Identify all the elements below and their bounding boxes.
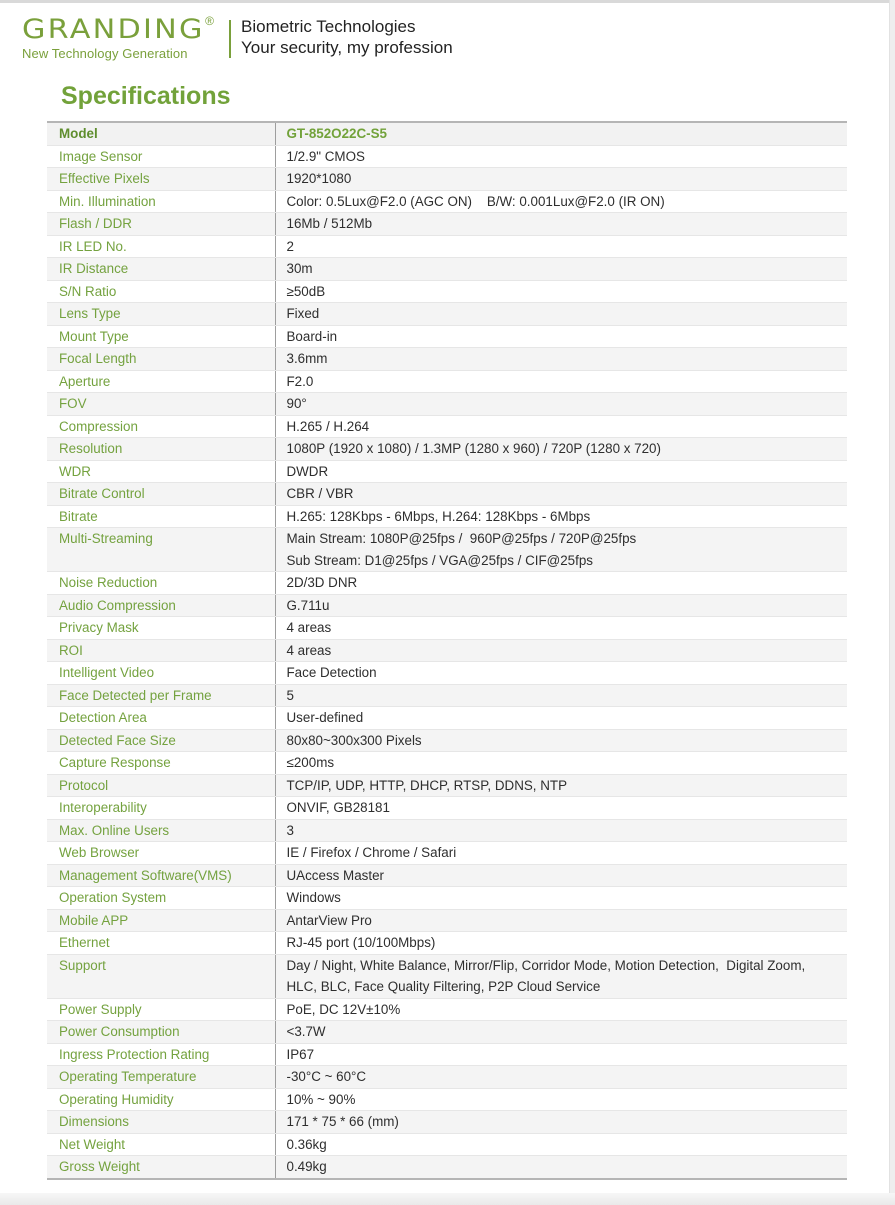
spec-value: UAccess Master [275,864,847,887]
spec-label: Face Detected per Frame [47,684,275,707]
spec-value: Face Detection [275,662,847,685]
table-row [47,235,847,258]
table-row [47,819,847,842]
table-row [47,348,847,371]
spec-label: Flash / DDR [47,213,275,236]
spec-value: IE / Firefox / Chrome / Safari [275,842,847,865]
spec-value-line: Day / Night, White Balance, Mirror/Flip, Corridor Mode, Motion Detection, Digital Zoom, [286,957,806,973]
spec-label: ROI [47,639,275,662]
table-row [47,1066,847,1089]
spec-label: Intelligent Video [47,662,275,685]
spec-value: User-defined [275,707,847,730]
table-row [47,1043,847,1066]
table-row [47,1133,847,1156]
spec-label: Compression [47,415,275,438]
spec-value: 1/2.9" CMOS [275,145,847,168]
spec-label: WDR [47,460,275,483]
spec-label: Bitrate [47,505,275,528]
spec-label: Noise Reduction [47,572,275,595]
table-row [47,280,847,303]
spec-value: 2 [275,235,847,258]
table-row [47,887,847,910]
table-row [47,909,847,932]
table-row [47,998,847,1021]
table-row [47,505,847,528]
tagline [241,16,453,58]
spec-label: Audio Compression [47,594,275,617]
table-row [47,393,847,416]
table-row [47,483,847,506]
spec-value: 4 areas [275,639,847,662]
spec-label: Lens Type [47,303,275,326]
spec-value: 30m [275,258,847,281]
spec-value: ≤200ms [275,752,847,775]
spec-label: Management Software(VMS) [47,864,275,887]
registered-mark: ® [205,14,214,28]
table-row [47,729,847,752]
table-row [47,1088,847,1111]
table-row [47,594,847,617]
spec-value: IP67 [275,1043,847,1066]
spec-value-line: HLC, BLC, Face Quality Filtering, P2P Cloud Service [286,979,601,994]
spec-label: FOV [47,393,275,416]
spec-value: 171 * 75 * 66 (mm) [275,1111,847,1134]
spec-value: 0.36kg [275,1133,847,1156]
spec-value: 4 areas [275,617,847,640]
table-row [47,639,847,662]
spec-label: Power Consumption [47,1021,275,1044]
spec-label: Gross Weight [47,1156,275,1179]
spec-label: Ethernet [47,932,275,955]
table-row [47,752,847,775]
table-row [47,662,847,685]
spec-value [275,954,847,998]
spec-label: S/N Ratio [47,280,275,303]
spec-value: -30°C ~ 60°C [275,1066,847,1089]
spec-label: Bitrate Control [47,483,275,506]
table-row [47,1156,847,1179]
table-row [47,528,847,572]
table-header-row [47,122,847,145]
spec-value: H.265 / H.264 [275,415,847,438]
spec-value: F2.0 [275,370,847,393]
table-row [47,213,847,236]
table-row [47,460,847,483]
spec-value: Windows [275,887,847,910]
spec-label: Resolution [47,438,275,461]
spec-label: Multi-Streaming [47,528,275,572]
spec-label: Support [47,954,275,998]
table-row [47,842,847,865]
spec-label: IR LED No. [47,235,275,258]
table-row [47,864,847,887]
table-row [47,797,847,820]
spec-label: Dimensions [47,1111,275,1134]
header-divider [229,20,231,58]
brand-subtitle: New Technology Generation [22,46,188,61]
spec-value: ONVIF, GB28181 [275,797,847,820]
table-row [47,258,847,281]
spec-label: Interoperability [47,797,275,820]
page-bottom-edge [0,1193,895,1205]
table-row [47,303,847,326]
table-row [47,954,847,998]
spec-label: Image Sensor [47,145,275,168]
spec-label: IR Distance [47,258,275,281]
spec-label: Max. Online Users [47,819,275,842]
spec-value: H.265: 128Kbps - 6Mbps, H.264: 128Kbps - 6Mbps [275,505,847,528]
spec-value: 10% ~ 90% [275,1088,847,1111]
granding-logo [22,16,224,61]
spec-label: Operating Humidity [47,1088,275,1111]
spec-label: Capture Response [47,752,275,775]
spec-value: 0.49kg [275,1156,847,1179]
table-row [47,707,847,730]
spec-value: RJ-45 port (10/100Mbps) [275,932,847,955]
spec-value: 1080P (1920 x 1080) / 1.3MP (1280 x 960) / 720P (1280 x 720) [275,438,847,461]
spec-value: G.711u [275,594,847,617]
table-row [47,932,847,955]
spec-label: Privacy Mask [47,617,275,640]
spec-value [275,528,847,572]
spec-label: Net Weight [47,1133,275,1156]
table-row [47,325,847,348]
spec-label: Detection Area [47,707,275,730]
spec-value: Color: 0.5Lux@F2.0 (AGC ON) B/W: 0.001Lux@F2.0 (IR ON) [275,190,847,213]
table-row [47,145,847,168]
table-row [47,684,847,707]
spec-label: Mount Type [47,325,275,348]
spec-label: Mobile APP [47,909,275,932]
spec-value: 3.6mm [275,348,847,371]
top-edge [0,0,895,3]
table-row [47,415,847,438]
spec-value: PoE, DC 12V±10% [275,998,847,1021]
spec-value: 90° [275,393,847,416]
spec-value-line: Sub Stream: D1@25fps / VGA@25fps / CIF@25fps [286,552,593,568]
spec-value: 16Mb / 512Mb [275,213,847,236]
spec-value: 2D/3D DNR [275,572,847,595]
spec-label: Effective Pixels [47,168,275,191]
spec-value: DWDR [275,460,847,483]
spec-label: Focal Length [47,348,275,371]
model-label: Model [47,122,275,145]
specifications-table [47,121,847,1180]
spec-value: CBR / VBR [275,483,847,506]
table-row [47,1021,847,1044]
table-row [47,190,847,213]
table-row [47,168,847,191]
table-row [47,370,847,393]
page-scrollbar[interactable] [889,0,895,1205]
spec-value: 5 [275,684,847,707]
table-row [47,774,847,797]
spec-value: Board-in [275,325,847,348]
spec-value: ≥50dB [275,280,847,303]
brand-name: GRANDING [22,14,205,45]
table-row [47,617,847,640]
spec-label: Ingress Protection Rating [47,1043,275,1066]
spec-value: 1920*1080 [275,168,847,191]
spec-label: Web Browser [47,842,275,865]
model-value: GT-852O22C-S5 [275,122,847,145]
table-row [47,1111,847,1134]
spec-value-line: Main Stream: 1080P@25fps / 960P@25fps / 720P@25fps [286,531,637,546]
spec-value: 80x80~300x300 Pixels [275,729,847,752]
spec-value: TCP/IP, UDP, HTTP, DHCP, RTSP, DDNS, NTP [275,774,847,797]
tagline-line-1: Biometric Technologies [241,17,416,36]
spec-value: AntarView Pro [275,909,847,932]
spec-label: Operation System [47,887,275,910]
spec-label: Power Supply [47,998,275,1021]
page-title: Specifications [61,82,231,110]
table-row [47,438,847,461]
spec-label: Min. Illumination [47,190,275,213]
spec-label: Operating Temperature [47,1066,275,1089]
spec-label: Aperture [47,370,275,393]
tagline-line-2: Your security, my profession [241,38,453,57]
spec-value: Fixed [275,303,847,326]
table-row [47,572,847,595]
spec-label: Detected Face Size [47,729,275,752]
document-header [22,16,453,64]
spec-value: <3.7W [275,1021,847,1044]
spec-value: 3 [275,819,847,842]
spec-label: Protocol [47,774,275,797]
